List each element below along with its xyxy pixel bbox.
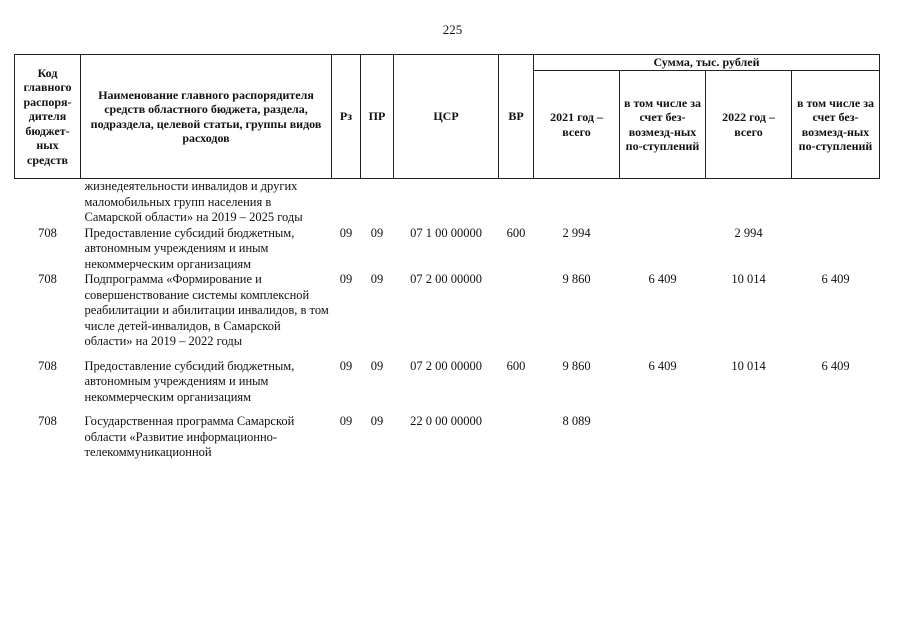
cell-2022-grants	[792, 226, 880, 273]
page-number: 225	[442, 22, 463, 37]
cell-code: 708	[38, 414, 57, 428]
cell-vr: 600	[506, 358, 526, 373]
cell-2021-grants	[620, 179, 706, 226]
header-2022-total: 2022 год – всего	[706, 71, 792, 179]
header-name: Наименование главного распорядителя средств областного бюджета, раздела, подраздела, целевой статьи, группы видов расходов	[81, 55, 332, 179]
cell-2022-grants	[792, 414, 880, 461]
cell-2021-total: 8 089	[562, 414, 591, 428]
cell-name: Государственная программа Самарской области «Развитие информационно-телекоммуникационной	[84, 414, 295, 459]
cell-2022-grants	[792, 179, 880, 226]
cell-2021-total: 2 994	[562, 225, 591, 240]
cell-rz: 09	[339, 414, 353, 428]
cell-2021-total: 9 860	[562, 358, 591, 373]
header-rz: Рз	[332, 55, 361, 179]
header-pr: ПР	[361, 55, 394, 179]
cell-csr: 22 0 00 00000	[410, 414, 482, 428]
cell-2021-total: 9 860	[562, 272, 591, 286]
cell-2022-total: 10 014	[731, 272, 766, 286]
spacer-cell	[15, 405, 880, 414]
cell-2021-grants: 6 409	[648, 358, 677, 373]
header-2022-grants: в том числе за счет без-возмезд-ных по-ступлений	[792, 71, 880, 179]
table-row	[15, 414, 880, 461]
cell-2022-total	[706, 179, 792, 226]
header-2021-grants: в том числе за счет без-возмезд-ных по-ступлений	[620, 71, 706, 179]
cell-2022-total: 10 014	[731, 358, 766, 373]
cell-code: 708	[38, 272, 57, 286]
cell-name: жизнедеятельности инвалидов и других маломобильных групп населения в Самарской области» на 2019 – 2025 годы	[84, 179, 303, 224]
cell-vr	[499, 414, 534, 461]
cell-pr: 09	[370, 272, 384, 286]
budget-table	[14, 54, 880, 461]
cell-name: Предоставление субсидий бюджетным, автономным учреждениям и иным некоммерческим организациям	[84, 358, 295, 404]
header-vr: ВР	[499, 55, 534, 179]
table-row	[15, 226, 880, 273]
table-header	[15, 55, 880, 179]
cell-rz: 09	[339, 358, 353, 373]
header-2021-total: 2021 год – всего	[534, 71, 620, 179]
header-csr: ЦСР	[394, 55, 499, 179]
cell-vr	[499, 272, 534, 350]
cell-rz: 09	[339, 272, 353, 286]
cell-csr: 07 2 00 00000	[410, 358, 482, 373]
table-body	[15, 179, 880, 461]
table-row	[15, 272, 880, 350]
cell-pr: 09	[370, 358, 384, 373]
cell-2022-grants: 6 409	[821, 272, 850, 286]
cell-vr: 600	[506, 225, 526, 240]
table-row	[15, 179, 880, 226]
cell-code: 708	[38, 225, 57, 240]
cell-2021-grants	[620, 414, 706, 461]
cell-csr: 07 2 00 00000	[410, 272, 482, 286]
cell-2022-total	[706, 414, 792, 461]
cell-code	[15, 179, 81, 226]
cell-2021-grants: 6 409	[648, 272, 677, 286]
cell-rz: 09	[339, 225, 353, 240]
row-spacer	[15, 350, 880, 359]
cell-pr: 09	[370, 225, 384, 240]
cell-code: 708	[38, 358, 57, 373]
spacer-cell	[15, 350, 880, 359]
cell-name: Предоставление субсидий бюджетным, автономным учреждениям и иным некоммерческим организациям	[84, 225, 295, 271]
header-sum: Сумма, тыс. рублей	[534, 55, 880, 71]
row-spacer	[15, 405, 880, 414]
cell-pr: 09	[370, 414, 384, 428]
header-code: Код главного распоря-дителя бюджет-ных средств	[15, 55, 81, 179]
cell-name: Подпрограмма «Формирование и совершенствование системы комплексной реабилитации и абилитации инвалидов, в том числе детей-инвалидов, в Самарской области» на 2019 – 2022 годы	[84, 272, 329, 348]
cell-2021-total	[534, 179, 620, 226]
cell-pr	[361, 179, 394, 226]
cell-2022-grants: 6 409	[821, 358, 850, 373]
cell-2021-grants	[620, 226, 706, 273]
cell-csr	[394, 179, 499, 226]
cell-vr	[499, 179, 534, 226]
cell-2022-total: 2 994	[734, 225, 763, 240]
table-row	[15, 359, 880, 406]
cell-rz	[332, 179, 361, 226]
cell-csr: 07 1 00 00000	[410, 225, 482, 240]
